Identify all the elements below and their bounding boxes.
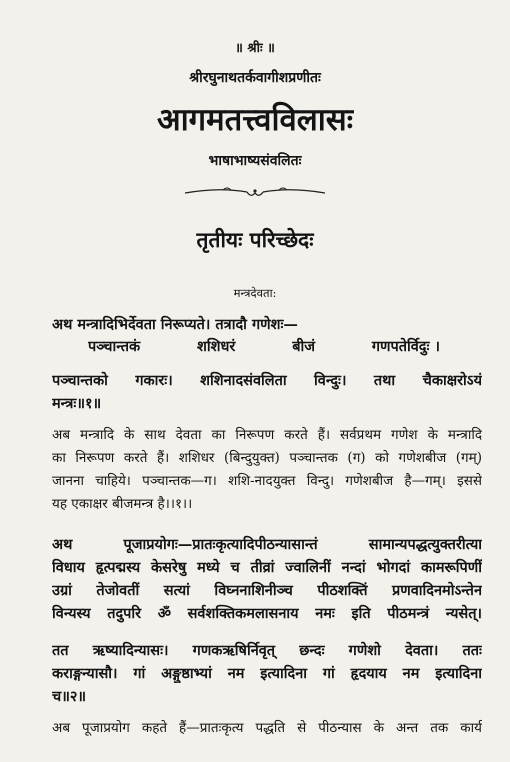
hindi1-line2: का निरूपण करते हैं। शशिधर (बिन्दुयुक्त) पञ्चान्तक (ग) को गणेशबीज (गम्) xyxy=(52,450,482,466)
verse1-word: बीजं xyxy=(292,338,315,355)
author-line: श्रीरघुनाथतर्कवागीशप्रणीतः xyxy=(189,70,321,86)
verse2-line3: उग्रां तेजोवतीं सत्यां विघ्ननाशिनीञ्च पीठशक्तिं प्रणवादिनमोऽन्तेन xyxy=(52,582,482,599)
verse2-line1: अथ पूजाप्रयोगः—प्रातःकृत्यादिपीठन्यासान्तं सामान्यपद्धत्युक्तरीत्या xyxy=(52,536,482,553)
book-subtitle: भाषाभाष्यसंवलितः xyxy=(208,153,302,169)
book-title: आगमतत्त्वविलासः xyxy=(156,102,354,138)
verse1-word: पञ्चान्तकं xyxy=(88,338,141,355)
verse2-line2: विधाय हृत्पद्मस्य केसरेषु मध्ये च तीव्रां ज्वालिनीं नन्दां भोगदां कामरूपिणीं xyxy=(52,559,482,576)
verse1-line1: अथ मन्त्रादिभिर्देवता निरूप्यते। तत्रादौ गणेशः— xyxy=(52,316,298,333)
commentary1-line2: मन्त्रः॥१॥ xyxy=(52,395,102,412)
verse3-line1: तत ऋष्यादिन्यासः। गणकऋषिर्निवृत् छन्दः गणेशो देवता। ततः xyxy=(52,642,482,659)
hindi1-line1: अब मन्त्रादि के साथ देवता का निरूपण करते हैं। सर्वप्रथम गणेश के मन्त्रादि xyxy=(52,427,482,443)
hindi1-line4: यह एकाक्षर बीजमन्त्र है।।१।। xyxy=(52,496,193,512)
ornament-divider xyxy=(183,186,327,200)
invocation: ॥ श्रीः ॥ xyxy=(235,41,275,56)
verse1-word: शशिधरं xyxy=(197,338,236,355)
verse2-line4: विन्यस्य तदुपरि ॐ सर्वशक्तिकमलासनाय नमः इति पीठमन्त्रं न्यसेत्। xyxy=(52,605,482,622)
commentary1-line1: पञ्चान्तको गकारः। शशिनादसंवलिता विन्दुः। तथा चैकाक्षरोऽयं xyxy=(52,372,482,389)
section-label: मन्त्रदेवता: xyxy=(233,286,277,300)
hindi1-line3: जानना चाहिये। पञ्चान्तक—ग। शशि-नादयुक्त विन्दु। गणेशबीज है—गम्। इससे xyxy=(52,473,482,489)
verse3-line2: कराङ्गन्यासौ। गां अङ्गुष्ठाभ्यां नम इत्यादिना गां हृदयाय नम इत्यादिना xyxy=(52,665,482,682)
verse3-line3: च॥२॥ xyxy=(52,688,87,705)
chapter-heading: तृतीयः परिच्छेदः xyxy=(196,227,314,252)
verse1-word: गणपतेर्विदुः । xyxy=(371,338,440,355)
verse1-line2 xyxy=(88,336,440,356)
hindi2-line1: अब पूजाप्रयोग कहते हैं—प्रातःकृत्य पद्धति से पीठन्यास के अन्त तक कार्य xyxy=(52,720,482,736)
